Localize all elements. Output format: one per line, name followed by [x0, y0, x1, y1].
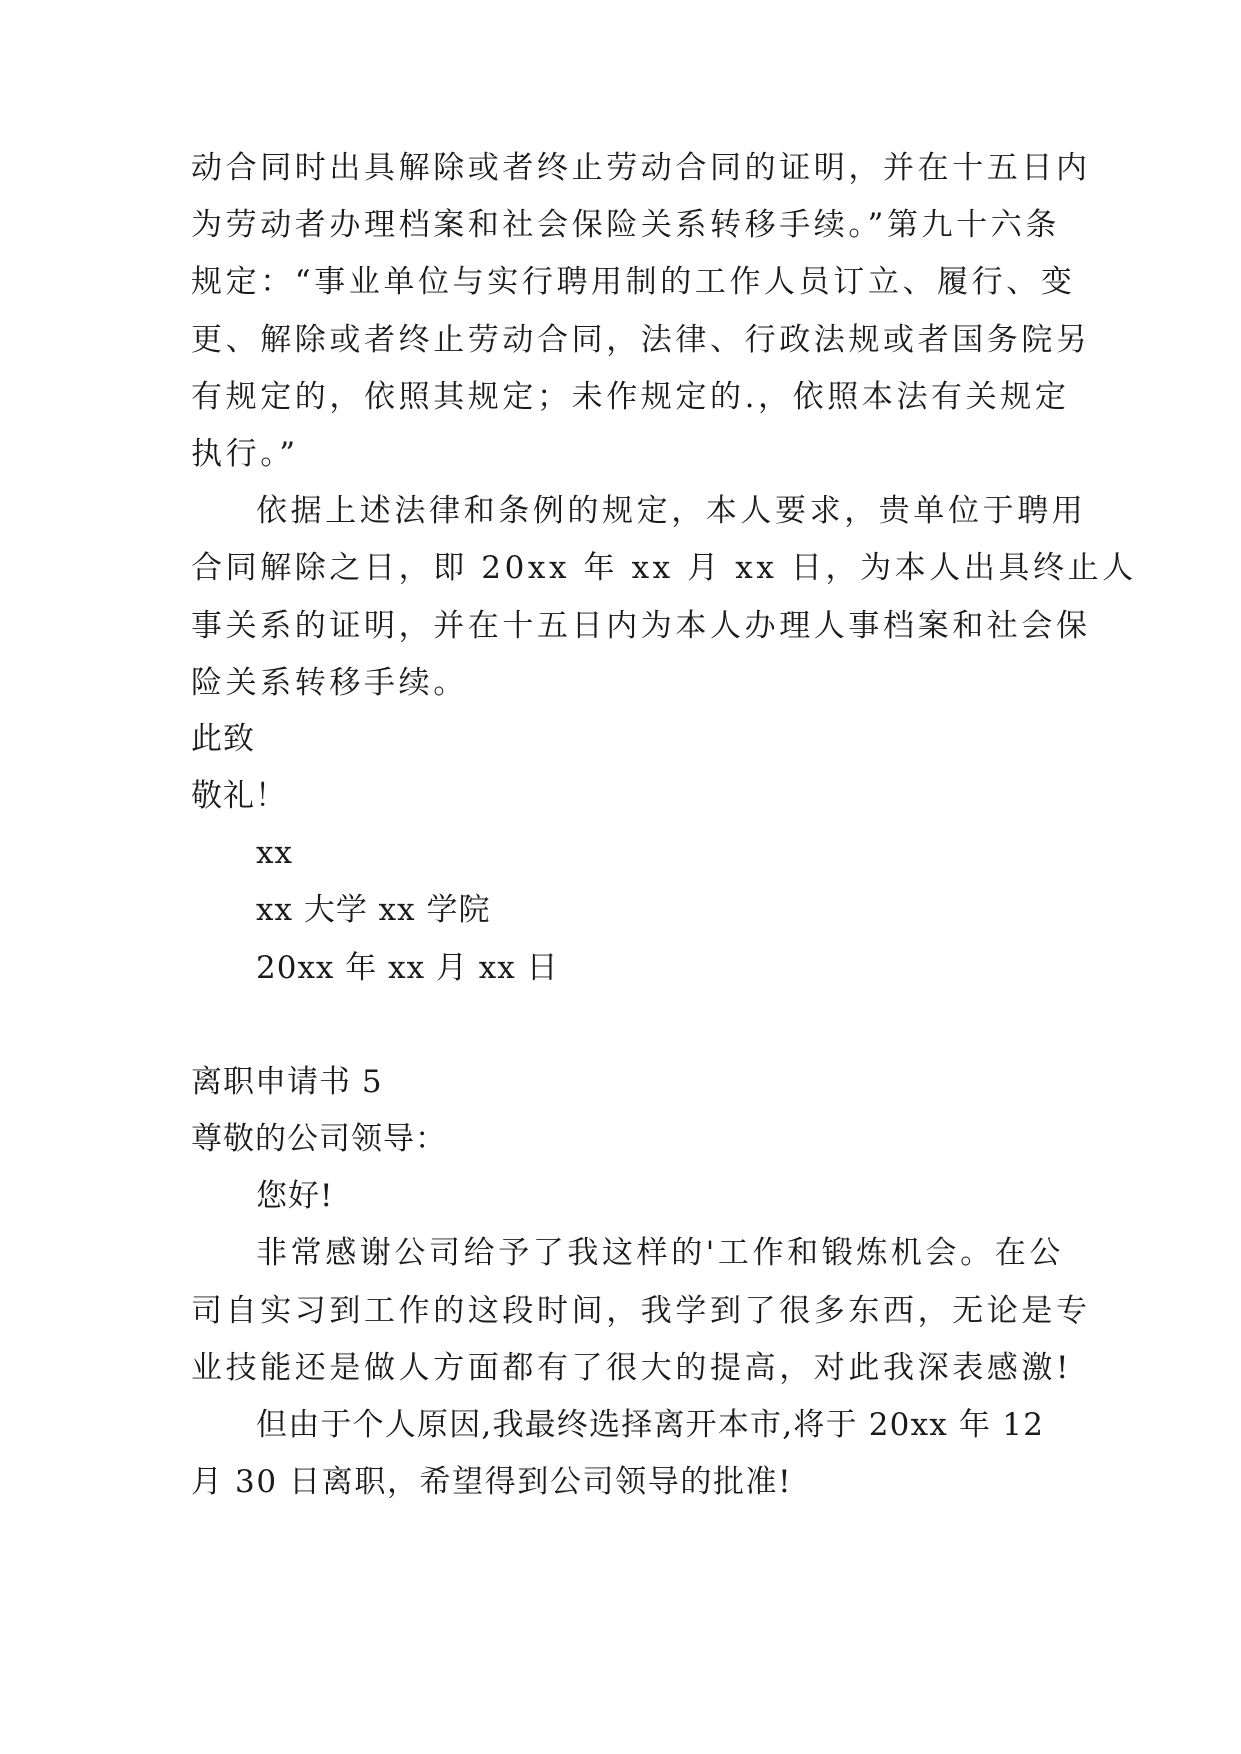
body-text-line: 更、解除或者终止劳动合同，法律、行政法规或者国务院另 [191, 322, 1091, 358]
body-text-line: 合同解除之日，即 20xx 年 xx 月 xx 日，为本人出具终止人 [191, 550, 1137, 586]
closing-salutation: 此致 [191, 721, 255, 757]
body-text-line: 动合同时出具解除或者终止劳动合同的证明，并在十五日内 [191, 150, 1091, 186]
signature-name: xx [256, 835, 293, 871]
signature-date: 20xx 年 xx 月 xx 日 [256, 950, 559, 986]
paragraph-first-line: 非常感谢公司给予了我这样的'工作和锻炼机会。在公 [256, 1235, 1064, 1271]
body-text-line: 事关系的证明，并在十五日内为本人办理人事档案和社会保 [191, 608, 1091, 644]
paragraph-first-line: 依据上述法律和条例的规定，本人要求，贵单位于聘用 [256, 493, 1087, 529]
body-text-line: 险关系转移手续。 [191, 665, 468, 701]
greeting: 您好! [256, 1178, 334, 1214]
closing-regards: 敬礼！ [191, 778, 287, 814]
body-text-line: 司自实习到工作的这段时间，我学到了很多东西，无论是专 [191, 1293, 1091, 1329]
signature-affiliation: xx 大学 xx 学院 [256, 892, 491, 928]
paragraph-first-line: 但由于个人原因,我最终选择离开本市,将于 20xx 年 12 [256, 1407, 1045, 1443]
body-text-line: 为劳动者办理档案和社会保险关系转移手续。”第九十六条 [191, 207, 1060, 243]
section-title: 离职申请书 5 [191, 1064, 383, 1100]
body-text-line: 执行。” [191, 436, 299, 472]
body-text-line: 有规定的，依照其规定；未作规定的.，依照本法有关规定 [191, 379, 1070, 415]
letter-salutation: 尊敬的公司领导： [191, 1121, 447, 1157]
body-text-line: 规定：“事业单位与实行聘用制的工作人员订立、履行、变 [191, 264, 1076, 300]
body-text-line: 月 30 日离职，希望得到公司领导的批准! [191, 1464, 793, 1500]
body-text-line: 业技能还是做人方面都有了很大的提高，对此我深表感激! [191, 1350, 1073, 1386]
